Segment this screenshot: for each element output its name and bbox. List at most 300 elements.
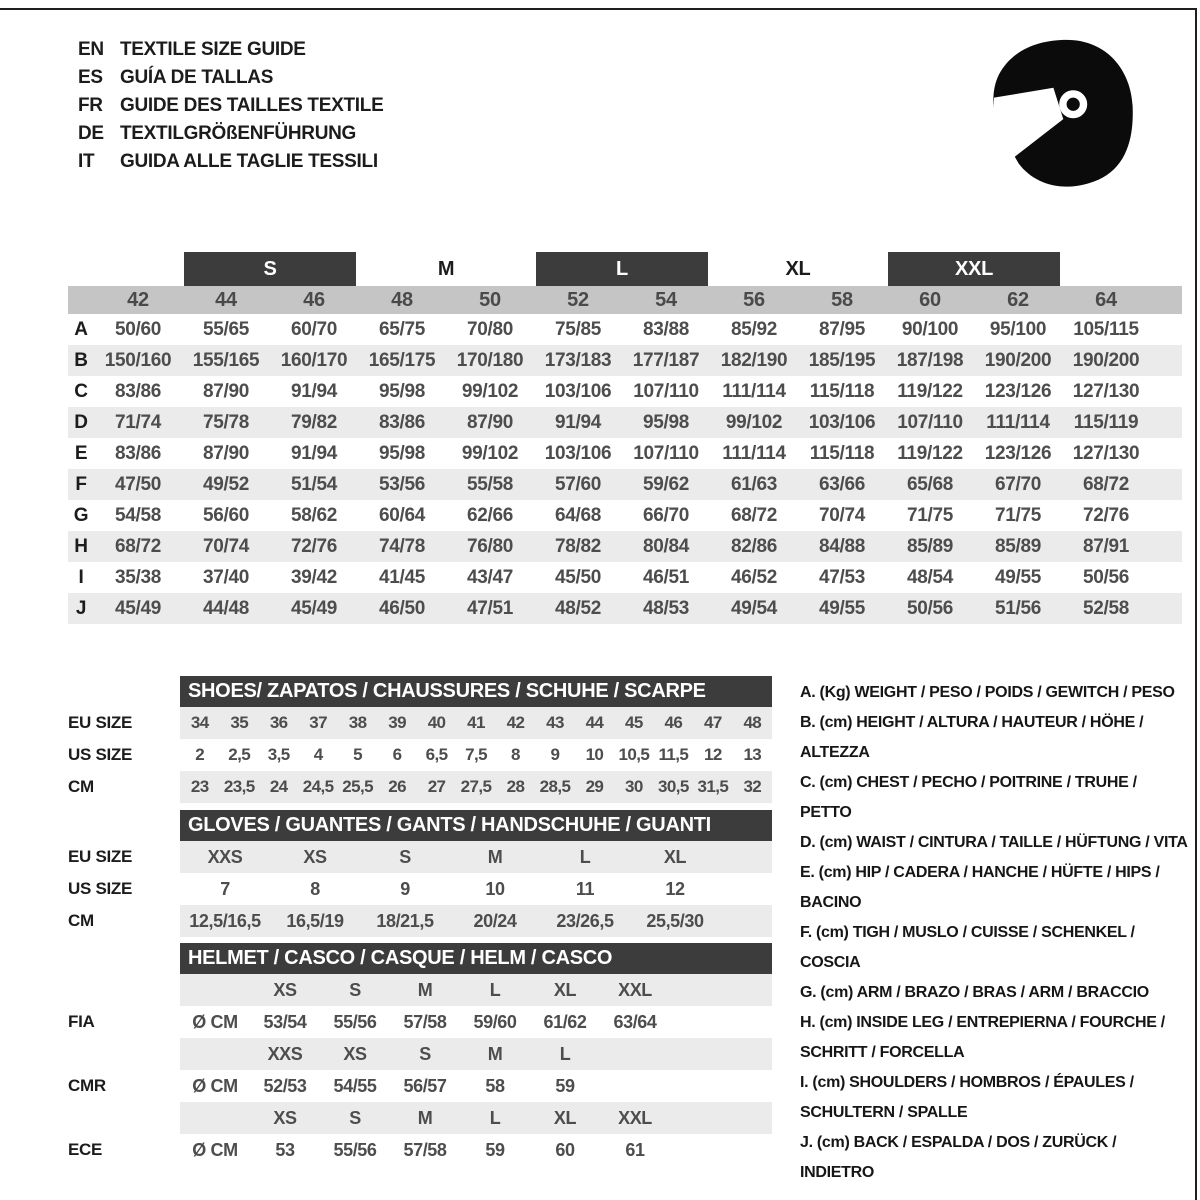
measurement-value: 71/75 — [906, 504, 954, 526]
language-row — [78, 92, 383, 120]
measurement-value: 68/72 — [114, 535, 162, 557]
row-band — [180, 974, 772, 1006]
measurement-value: 107/110 — [633, 380, 699, 402]
size-value: 47 — [703, 713, 722, 732]
measurement-value: 74/78 — [378, 535, 426, 557]
measurement-value: 57/60 — [554, 473, 602, 495]
measurement-value: 123/126 — [984, 380, 1052, 402]
helmet-size: XS — [343, 1043, 367, 1064]
measurement-table — [68, 314, 1182, 624]
measurement-value: 45/49 — [290, 597, 338, 619]
legend-item-j: J. (cm) BACK / ESPALDA / DOS / ZURÜCK / INDIETRO — [800, 1134, 1117, 1181]
measurement-value: 83/86 — [114, 442, 162, 464]
language-row — [78, 120, 383, 148]
size-value: 2 — [195, 745, 205, 764]
measurement-value: 50/56 — [906, 597, 954, 619]
row-label: CM — [68, 777, 94, 796]
numeric-size: 58 — [831, 288, 853, 311]
size-value: 34 — [190, 713, 209, 732]
size-value: 13 — [743, 745, 762, 764]
measurement-value: 47/51 — [466, 597, 514, 619]
helmet-value: 54/55 — [333, 1075, 377, 1096]
table-title-bar: HELMET / CASCO / CASQUE / HELM / CASCO — [180, 943, 772, 974]
size-value: 7 — [220, 878, 230, 899]
size-value: 38 — [348, 713, 367, 732]
helmet-size: XS — [273, 979, 297, 1000]
size-group-l: L — [536, 252, 708, 286]
unit-spacer — [180, 1102, 250, 1134]
measurement-value: 71/75 — [994, 504, 1042, 526]
measurement-value: 165/175 — [368, 349, 436, 371]
measurement-value: 70/80 — [466, 318, 514, 340]
measurement-value: 91/94 — [290, 380, 338, 402]
language-code: DE — [78, 123, 104, 144]
size-value: 39 — [388, 713, 406, 732]
measurement-value: 59/62 — [642, 473, 690, 495]
helmet-size: L — [489, 1107, 501, 1128]
size-value: 32 — [743, 777, 762, 796]
helmet-value-row-cmr — [68, 1070, 772, 1102]
size-value: 9 — [550, 745, 560, 764]
numeric-size: 42 — [127, 288, 149, 311]
table-title-bar: GLOVES / GUANTES / GANTS / HANDSCHUHE / GUANTI — [180, 810, 772, 841]
size-value: 37 — [309, 713, 327, 732]
helmet-size-header-row-ece — [68, 1102, 772, 1134]
measurement-value: 60/64 — [378, 504, 426, 526]
measurement-value: 190/200 — [984, 349, 1052, 371]
helmet-value-row-fia — [68, 1006, 772, 1038]
language-title: GUIDA ALLE TAGLIE TESSILI — [120, 151, 378, 172]
row-label — [68, 974, 180, 1006]
size-value: 20/24 — [473, 910, 517, 931]
legend-item-b: B. (cm) HEIGHT / ALTURA / HAUTEUR / HÖHE / ALTEZZA — [800, 714, 1144, 761]
measurement-value: 45/49 — [114, 597, 162, 619]
measurement-value: 85/92 — [730, 318, 778, 340]
size-value: 16,5/19 — [286, 910, 344, 931]
measurement-value: 65/75 — [378, 318, 426, 340]
helmet-value: 52/53 — [263, 1075, 307, 1096]
helmet-size: S — [349, 1107, 361, 1128]
sub-row-us-size — [68, 873, 772, 905]
row-letter: J — [75, 597, 87, 619]
measurement-value: 50/60 — [114, 318, 162, 340]
unit-cell: Ø CM — [192, 1075, 238, 1096]
unit-spacer — [180, 974, 250, 1006]
size-value: XS — [303, 846, 327, 867]
language-title: GUÍA DE TALLAS — [120, 67, 274, 88]
table-title-bar: SHOES/ ZAPATOS / CHAUSSURES / SCHUHE / SCARPE — [180, 676, 772, 707]
row-letter: A — [74, 318, 88, 340]
helmet-value: 58 — [485, 1075, 505, 1096]
measurement-value: 60/70 — [290, 318, 338, 340]
helmet-size: XL — [553, 1107, 577, 1128]
size-group-s: S — [184, 252, 356, 286]
size-value: 30,5 — [658, 777, 689, 796]
page-top-border — [0, 8, 1197, 10]
measurement-value: 95/98 — [642, 411, 690, 433]
measurement-value: 35/38 — [114, 566, 162, 588]
row-label: EU SIZE — [68, 847, 133, 866]
measurement-value: 83/86 — [114, 380, 162, 402]
measurement-value: 173/183 — [544, 349, 612, 371]
page-right-border — [1195, 8, 1197, 1200]
row-band — [180, 1102, 772, 1134]
measurement-row-F — [68, 469, 1182, 500]
numeric-size: 52 — [567, 288, 589, 311]
measurement-value: 115/118 — [809, 380, 875, 402]
helmet-size: XL — [553, 979, 577, 1000]
helmet-size: S — [419, 1043, 431, 1064]
legend-item-i: I. (cm) SHOULDERS / HOMBROS / ÉPAULES / SCHULTERN / SPALLE — [800, 1074, 1134, 1121]
measurement-value: 187/198 — [896, 349, 964, 371]
row-band — [180, 841, 772, 873]
row-band — [180, 1134, 772, 1166]
helmet-size-header-row-cmr — [68, 1038, 772, 1070]
measurement-value: 91/94 — [554, 411, 602, 433]
measurement-value: 51/56 — [994, 597, 1042, 619]
size-value: 3,5 — [267, 745, 290, 764]
measurement-value: 99/102 — [461, 380, 519, 402]
helmet-value-row-ece — [68, 1134, 772, 1166]
size-value: 25,5 — [342, 777, 373, 796]
measurement-value: 72/76 — [1082, 504, 1130, 526]
size-value: 8 — [310, 878, 320, 899]
size-value: 8 — [511, 745, 520, 764]
legend-item-c: C. (cm) CHEST / PECHO / POITRINE / TRUHE / PETTO — [800, 774, 1137, 821]
size-value: 18/21,5 — [376, 910, 434, 931]
helmet-size: L — [559, 1043, 571, 1064]
language-row — [78, 148, 383, 176]
measurement-value: 107/110 — [633, 442, 699, 464]
measurement-value: 190/200 — [1072, 349, 1140, 371]
size-value: 26 — [388, 777, 406, 796]
size-group-xxl: XXL — [888, 252, 1060, 286]
legend-item-f: F. (cm) TIGH / MUSLO / CUISSE / SCHENKEL / COSCIA — [800, 924, 1135, 971]
size-value: 42 — [506, 713, 525, 732]
row-band — [180, 739, 772, 771]
numeric-size: 54 — [655, 288, 677, 311]
measurement-value: 111/114 — [986, 411, 1050, 433]
numeric-size: 60 — [919, 288, 941, 311]
size-value: 27,5 — [460, 777, 492, 796]
size-value: 25,5/30 — [646, 910, 704, 931]
helmet-size: XXS — [267, 1043, 303, 1064]
row-letter: I — [78, 566, 84, 588]
sub-row-eu-size — [68, 707, 772, 739]
measurement-row-B — [68, 345, 1182, 376]
helmet-icon — [975, 30, 1145, 195]
measurement-row-C — [68, 376, 1182, 407]
measurement-row-G — [68, 500, 1182, 531]
measurement-value: 63/66 — [818, 473, 866, 495]
measurement-value: 39/42 — [290, 566, 338, 588]
helmet-table — [68, 943, 772, 1166]
row-letter: G — [73, 504, 89, 526]
row-label: CM — [68, 911, 94, 930]
size-value: 23/26,5 — [556, 910, 614, 931]
legend-item-d: D. (cm) WAIST / CINTURA / TAILLE / HÜFTUNG / VITA — [800, 834, 1188, 851]
size-value: 23,5 — [223, 777, 255, 796]
unit-cell: Ø CM — [192, 1139, 238, 1160]
helmet-value: 61 — [625, 1139, 645, 1160]
measurement-value: 49/52 — [202, 473, 250, 495]
measurement-value: 49/55 — [818, 597, 866, 619]
measurement-value: 41/45 — [378, 566, 426, 588]
helmet-value: 55/56 — [333, 1011, 377, 1032]
measurement-value: 87/90 — [202, 442, 250, 464]
measurement-value: 111/114 — [722, 380, 786, 402]
language-code: IT — [78, 151, 95, 172]
helmet-size: M — [417, 1107, 433, 1128]
legend-item-h: H. (cm) INSIDE LEG / ENTREPIERNA / FOURCHE / SCHRITT / FORCELLA — [800, 1014, 1165, 1061]
measurement-value: 53/56 — [378, 473, 426, 495]
size-value: 40 — [427, 713, 446, 732]
size-value: M — [487, 846, 503, 867]
language-title: TEXTILE SIZE GUIDE — [120, 39, 306, 60]
numeric-size: 44 — [215, 288, 237, 311]
measurement-value: 115/119 — [1073, 411, 1139, 433]
size-value: S — [399, 846, 411, 867]
measurement-value: 46/52 — [730, 566, 778, 588]
measurement-value: 87/90 — [202, 380, 250, 402]
helmet-value: 57/58 — [403, 1139, 447, 1160]
measurement-value: 182/190 — [720, 349, 788, 371]
helmet-size: XXL — [618, 979, 652, 1000]
measurement-value: 111/114 — [722, 442, 786, 464]
numeric-size: 56 — [743, 288, 765, 311]
measurement-value: 185/195 — [808, 349, 876, 371]
measurement-value: 56/60 — [202, 504, 250, 526]
helmet-size: M — [417, 979, 433, 1000]
sub-row-cm — [68, 905, 772, 937]
measurement-value: 85/89 — [906, 535, 954, 557]
shoes-table — [68, 676, 772, 803]
language-title: TEXTILGRÖßENFÜHRUNG — [120, 123, 357, 144]
measurement-value: 83/86 — [378, 411, 426, 433]
helmet-size: L — [489, 979, 501, 1000]
row-band — [180, 1070, 772, 1102]
measurement-row-H — [68, 531, 1182, 562]
size-value: 7,5 — [465, 745, 487, 764]
measurement-value: 47/50 — [114, 473, 162, 495]
measurement-value: 65/68 — [906, 473, 954, 495]
measurement-value: 44/48 — [202, 597, 250, 619]
legend-item-a: A. (Kg) WEIGHT / PESO / POIDS / GEWITCH / PESO — [800, 684, 1175, 701]
measurement-value: 119/122 — [897, 380, 963, 402]
row-letter: C — [74, 380, 88, 402]
language-row — [78, 64, 383, 92]
helmet-value: 59/60 — [473, 1011, 517, 1032]
measurement-value: 49/55 — [994, 566, 1042, 588]
measurement-value: 87/91 — [1082, 535, 1130, 557]
helmet-size: S — [349, 979, 361, 1000]
measurement-value: 119/122 — [897, 442, 963, 464]
row-band — [180, 771, 772, 803]
measurement-row-A — [68, 314, 1182, 345]
measurement-value: 103/106 — [544, 380, 612, 402]
measurement-value: 91/94 — [290, 442, 338, 464]
size-value: 6,5 — [425, 745, 448, 764]
language-row — [78, 36, 383, 64]
size-value: 10 — [585, 745, 604, 764]
helmet-size: XXL — [618, 1107, 652, 1128]
size-value: 12,5/16,5 — [189, 910, 261, 931]
unit-spacer — [180, 1038, 250, 1070]
measurement-value: 46/50 — [378, 597, 426, 619]
measurement-value: 62/66 — [466, 504, 514, 526]
row-letter: F — [75, 473, 87, 495]
size-value: 46 — [664, 713, 683, 732]
measurement-value: 71/74 — [114, 411, 162, 433]
helmet-value: 53/54 — [263, 1011, 307, 1032]
row-letter: D — [74, 411, 88, 433]
row-label: US SIZE — [68, 745, 133, 764]
language-title-list — [78, 36, 383, 176]
measurement-value: 150/160 — [104, 349, 172, 371]
measurement-value: 47/53 — [818, 566, 866, 588]
row-band — [180, 873, 772, 905]
measurement-value: 45/50 — [554, 566, 602, 588]
measurement-value: 105/115 — [1073, 318, 1139, 340]
row-band — [180, 1038, 772, 1070]
measurement-value: 99/102 — [461, 442, 519, 464]
numeric-size: 64 — [1095, 288, 1117, 311]
measurement-value: 87/90 — [466, 411, 514, 433]
helmet-value: 63/64 — [613, 1011, 657, 1032]
language-code: ES — [78, 67, 103, 88]
measurement-value: 82/86 — [730, 535, 778, 557]
measurement-value: 75/78 — [202, 411, 250, 433]
measurement-value: 115/118 — [809, 442, 875, 464]
measurement-value: 127/130 — [1072, 442, 1140, 464]
measurement-value: 90/100 — [901, 318, 959, 340]
measurement-value: 70/74 — [818, 504, 866, 526]
gloves-table — [68, 810, 772, 937]
row-letter: B — [74, 349, 88, 371]
helmet-value: 57/58 — [403, 1011, 447, 1032]
size-value: 27 — [427, 777, 446, 796]
measurement-value: 72/76 — [290, 535, 338, 557]
size-group-m: M — [437, 257, 455, 280]
numeric-size-row — [68, 286, 1182, 314]
row-letter: H — [74, 535, 88, 557]
measurement-value: 87/95 — [818, 318, 866, 340]
numeric-size: 46 — [303, 288, 325, 311]
measurement-value: 51/54 — [290, 473, 338, 495]
size-value: 23 — [190, 777, 209, 796]
unit-cell: Ø CM — [192, 1011, 238, 1032]
measurement-value: 70/74 — [202, 535, 250, 557]
row-label — [68, 1038, 180, 1070]
measurement-value: 127/130 — [1072, 380, 1140, 402]
numeric-size: 50 — [479, 288, 501, 311]
helmet-value: 56/57 — [403, 1075, 447, 1096]
measurement-legend — [800, 678, 1192, 1188]
measurement-value: 48/53 — [642, 597, 690, 619]
row-label: ECE — [68, 1140, 103, 1159]
size-value: 45 — [625, 713, 643, 732]
measurement-value: 78/82 — [554, 535, 602, 557]
helmet-value: 61/62 — [543, 1011, 587, 1032]
measurement-value: 37/40 — [202, 566, 250, 588]
measurement-value: 160/170 — [280, 349, 348, 371]
measurement-value: 52/58 — [1082, 597, 1130, 619]
measurement-value: 80/84 — [642, 535, 690, 557]
sub-row-us-size — [68, 739, 772, 771]
size-value: 2,5 — [228, 745, 251, 764]
size-value: 4 — [313, 745, 323, 764]
helmet-value: 55/56 — [333, 1139, 377, 1160]
measurement-value: 64/68 — [554, 504, 602, 526]
size-value: 31,5 — [697, 777, 729, 796]
measurement-row-J — [68, 593, 1182, 624]
measurement-value: 61/63 — [730, 473, 778, 495]
measurement-row-E — [68, 438, 1182, 469]
row-band — [180, 1006, 772, 1038]
measurement-row-D — [68, 407, 1182, 438]
size-value: 28 — [506, 777, 525, 796]
measurement-value: 54/58 — [114, 504, 162, 526]
size-value: 30 — [625, 777, 643, 796]
row-label: US SIZE — [68, 879, 133, 898]
measurement-value: 170/180 — [456, 349, 524, 371]
helmet-value: 59 — [485, 1139, 505, 1160]
size-group-xl: XL — [785, 257, 811, 280]
size-value: 10,5 — [618, 745, 650, 764]
measurement-value: 55/58 — [466, 473, 514, 495]
size-value: 9 — [400, 878, 410, 899]
helmet-size: XS — [273, 1107, 297, 1128]
measurement-value: 49/54 — [730, 597, 778, 619]
row-letter: E — [74, 442, 88, 464]
helmet-value: 60 — [555, 1139, 575, 1160]
size-value: 41 — [467, 713, 485, 732]
helmet-value: 53 — [275, 1139, 295, 1160]
measurement-value: 48/52 — [554, 597, 602, 619]
measurement-value: 68/72 — [1082, 473, 1130, 495]
measurement-value: 46/51 — [642, 566, 690, 588]
row-label: EU SIZE — [68, 713, 133, 732]
size-value: 48 — [743, 713, 762, 732]
numeric-size: 48 — [391, 288, 413, 311]
numeric-size: 62 — [1007, 288, 1029, 311]
sub-row-eu-size — [68, 841, 772, 873]
measurement-value: 155/165 — [192, 349, 260, 371]
measurement-value: 107/110 — [897, 411, 963, 433]
row-label: FIA — [68, 1012, 95, 1031]
measurement-value: 95/98 — [378, 442, 426, 464]
size-value: 10 — [485, 878, 505, 899]
size-value: 24 — [269, 777, 288, 796]
size-value: XXS — [207, 846, 243, 867]
row-band — [180, 905, 772, 937]
size-group-header-row — [94, 252, 1150, 286]
measurement-value: 177/187 — [632, 349, 700, 371]
measurement-value: 68/72 — [730, 504, 778, 526]
size-value: 12 — [703, 745, 722, 764]
row-band — [180, 707, 772, 739]
language-code: FR — [78, 95, 103, 116]
measurement-value: 84/88 — [818, 535, 866, 557]
size-value: L — [579, 846, 591, 867]
size-value: 35 — [230, 713, 249, 732]
measurement-value: 95/100 — [989, 318, 1047, 340]
legend-item-e: E. (cm) HIP / CADERA / HANCHE / HÜFTE / HIPS / BACINO — [800, 864, 1160, 911]
size-value: 24,5 — [302, 777, 334, 796]
size-value: 11,5 — [658, 745, 689, 764]
size-value: 12 — [665, 878, 685, 899]
language-code: EN — [78, 39, 104, 60]
